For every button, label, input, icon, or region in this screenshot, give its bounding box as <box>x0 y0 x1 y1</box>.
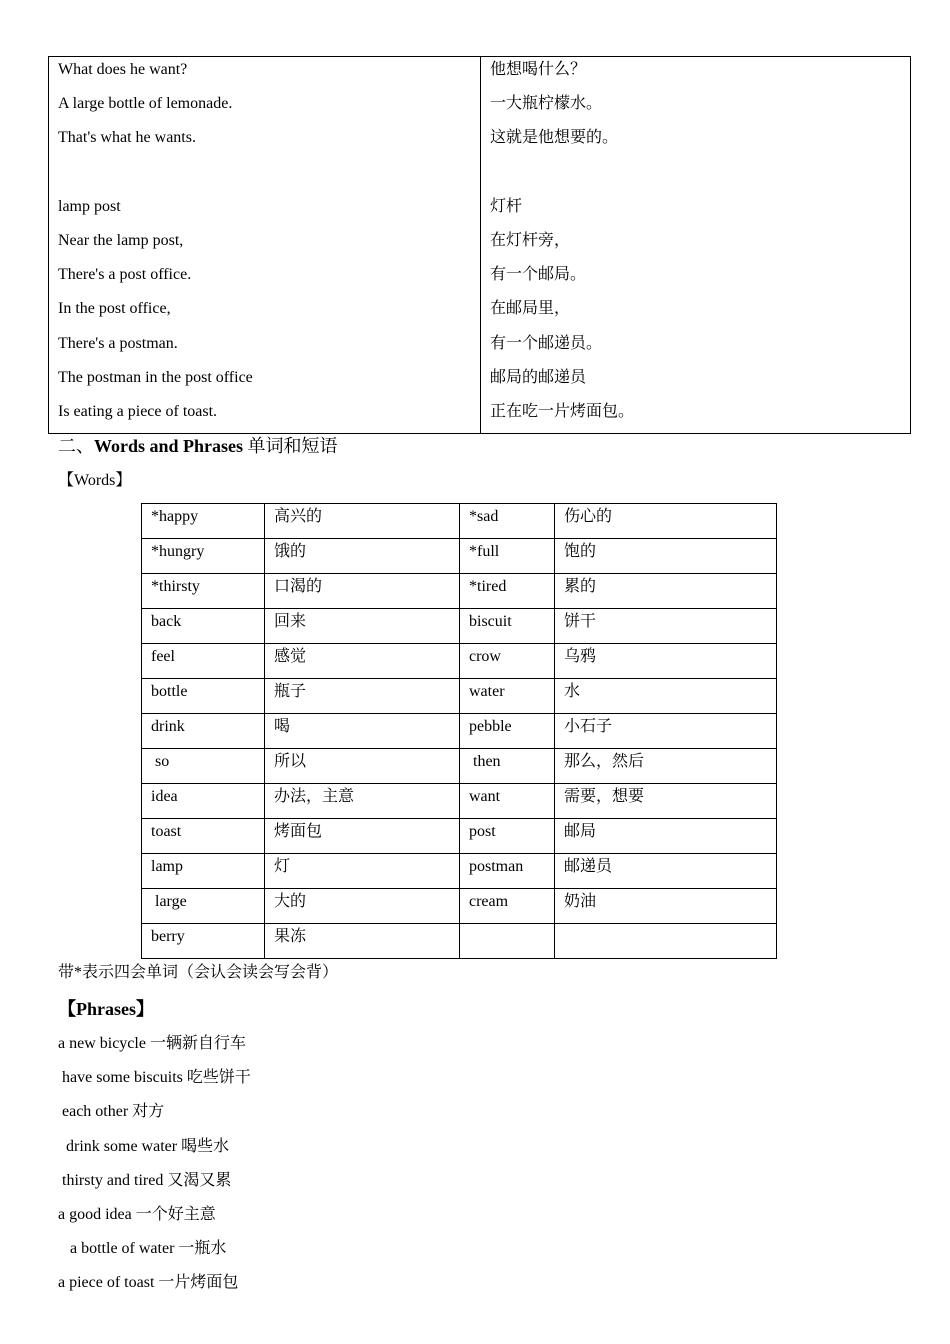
word-row <box>142 539 777 574</box>
word-zh-cell: 办法，主意 <box>265 784 460 819</box>
words-heading: 【Words】 <box>58 472 132 489</box>
word-row <box>142 889 777 924</box>
word-en-cell: *thirsty <box>142 574 265 609</box>
word-row <box>142 714 777 749</box>
word-en-cell: lamp <box>142 854 265 889</box>
phrase-line: a new bicycle 一辆新自行车 <box>58 1035 246 1052</box>
word-zh-cell: 所以 <box>265 749 460 784</box>
word-zh-cell: 累的 <box>555 574 777 609</box>
phrase-line: thirsty and tired 又渴又累 <box>58 1171 232 1189</box>
word-zh-cell: 饱的 <box>555 539 777 574</box>
dialogue-line-en: What does he want? <box>58 61 188 78</box>
word-en-cell: postman <box>460 854 555 889</box>
dialogue-line-en: There's a postman. <box>58 334 178 352</box>
word-en-cell: crow <box>460 644 555 679</box>
english-column <box>49 57 481 434</box>
word-en-cell <box>460 924 555 959</box>
word-row <box>142 924 777 959</box>
word-en-cell: bottle <box>142 679 265 714</box>
word-zh-cell: 感觉 <box>265 644 460 679</box>
word-zh-cell: 灯 <box>265 854 460 889</box>
dialogue-table <box>48 56 911 434</box>
dialogue-line-zh: 这就是他想要的。 <box>490 129 619 147</box>
word-en-cell: feel <box>142 644 265 679</box>
dialogue-line-en: Is eating a piece of toast. <box>58 402 218 420</box>
word-row <box>142 679 777 714</box>
word-row <box>142 609 777 644</box>
word-zh-cell: 邮局 <box>555 819 777 854</box>
word-zh-cell: 瓶子 <box>265 679 460 714</box>
dialogue-line-en: lamp post <box>58 197 121 215</box>
dialogue-line-zh: 一大瓶柠檬水。 <box>490 95 603 113</box>
section-title-zh: 单词和短语 <box>243 436 338 456</box>
chinese-column <box>481 57 911 434</box>
word-en-cell: back <box>142 609 265 644</box>
dialogue-line-zh <box>481 160 910 194</box>
word-zh-cell: 烤面包 <box>265 819 460 854</box>
word-en-cell: cream <box>460 889 555 924</box>
word-en-cell: drink <box>142 714 265 749</box>
phrase-line: a bottle of water 一瓶水 <box>58 1240 227 1258</box>
dialogue-line-zh: 有一个邮递员。 <box>490 334 603 352</box>
word-en-cell: *tired <box>460 574 555 609</box>
word-en-cell: pebble <box>460 714 555 749</box>
word-zh-cell: 小石子 <box>555 714 777 749</box>
word-en-cell: so <box>142 749 265 784</box>
dialogue-line-zh: 正在吃一片烤面包。 <box>490 402 635 420</box>
four-skill-note: 带*表示四会单词（会认会读会写会背） <box>58 964 339 981</box>
word-zh-cell: 邮递员 <box>555 854 777 889</box>
word-en-cell: then <box>460 749 555 784</box>
word-zh-cell: 高兴的 <box>265 504 460 539</box>
dialogue-line-en: There's a post office. <box>58 266 192 284</box>
words-table <box>141 503 777 959</box>
word-zh-cell: 乌鸦 <box>555 644 777 679</box>
word-zh-cell: 需要，想要 <box>555 784 777 819</box>
word-en-cell: *happy <box>142 504 265 539</box>
word-en-cell: idea <box>142 784 265 819</box>
word-row <box>142 854 777 889</box>
dialogue-line-en: That's what he wants. <box>58 129 196 147</box>
dialogue-line-en: A large bottle of lemonade. <box>58 95 233 113</box>
dialogue-line-zh: 邮局的邮递员 <box>490 368 587 386</box>
dialogue-line-en: Near the lamp post, <box>58 231 184 249</box>
word-en-cell: *hungry <box>142 539 265 574</box>
word-zh-cell: 伤心的 <box>555 504 777 539</box>
phrase-line: each other 对方 <box>58 1103 165 1121</box>
word-row <box>142 749 777 784</box>
word-en-cell: want <box>460 784 555 819</box>
word-row <box>142 504 777 539</box>
dialogue-line-zh: 他想喝什么？ <box>490 61 587 78</box>
word-en-cell: *full <box>460 539 555 574</box>
word-en-cell: post <box>460 819 555 854</box>
dialogue-line-zh: 灯杆 <box>490 197 523 215</box>
dialogue-line-en: The postman in the post office <box>58 368 253 386</box>
word-row <box>142 819 777 854</box>
word-zh-cell: 口渴的 <box>265 574 460 609</box>
word-zh-cell: 回来 <box>265 609 460 644</box>
word-en-cell: water <box>460 679 555 714</box>
phrases-heading: 【Phrases】 <box>58 999 154 1019</box>
phrase-line: a good idea 一个好主意 <box>58 1206 216 1223</box>
word-zh-cell: 大的 <box>265 889 460 924</box>
word-en-cell: toast <box>142 819 265 854</box>
word-zh-cell: 奶油 <box>555 889 777 924</box>
word-en-cell: *sad <box>460 504 555 539</box>
dialogue-line-zh: 有一个邮局。 <box>490 266 587 284</box>
section-number: 二、 <box>58 436 94 456</box>
dialogue-line-en <box>49 160 480 194</box>
section-title-en: Words and Phrases <box>94 436 244 456</box>
word-en-cell: large <box>142 889 265 924</box>
word-row <box>142 784 777 819</box>
word-en-cell: biscuit <box>460 609 555 644</box>
word-row <box>142 574 777 609</box>
word-en-cell: berry <box>142 924 265 959</box>
phrase-line: have some biscuits 吃些饼干 <box>58 1069 251 1087</box>
word-zh-cell: 喝 <box>265 714 460 749</box>
word-zh-cell <box>555 924 777 959</box>
phrase-line: a piece of toast 一片烤面包 <box>58 1274 239 1292</box>
word-zh-cell: 那么，然后 <box>555 749 777 784</box>
word-zh-cell: 水 <box>555 679 777 714</box>
dialogue-line-zh: 在灯杆旁， <box>490 231 571 249</box>
word-zh-cell: 果冻 <box>265 924 460 959</box>
dialogue-line-en: In the post office, <box>58 300 171 318</box>
word-zh-cell: 饿的 <box>265 539 460 574</box>
word-row <box>142 644 777 679</box>
section-title <box>58 432 338 460</box>
dialogue-line-zh: 在邮局里， <box>490 300 571 318</box>
phrase-line: drink some water 喝些水 <box>58 1137 230 1155</box>
word-zh-cell: 饼干 <box>555 609 777 644</box>
